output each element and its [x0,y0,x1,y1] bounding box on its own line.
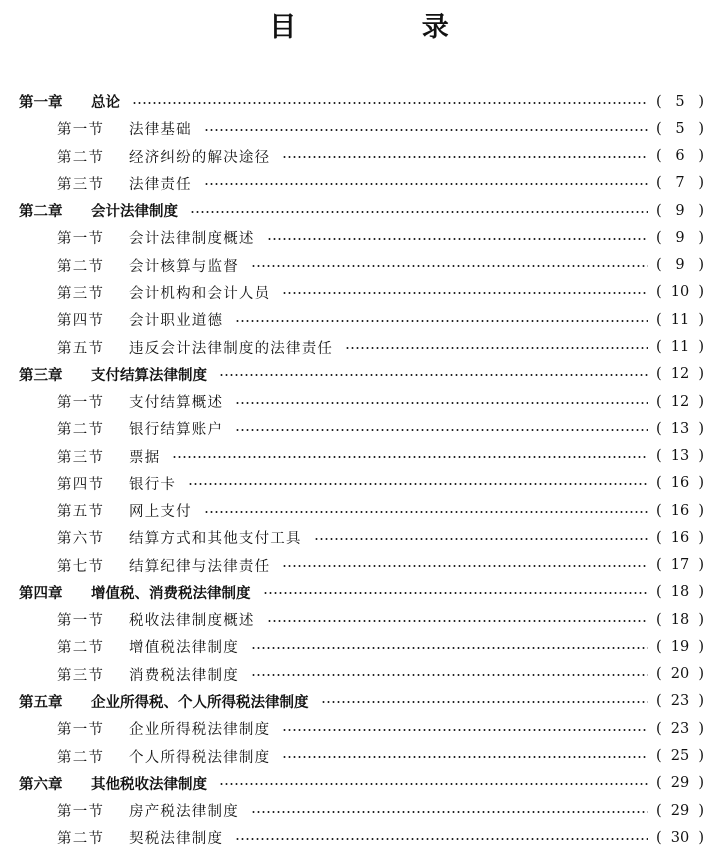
dot-leader [263,592,649,594]
page-number [656,639,704,655]
page-number-value: 9 [675,202,685,219]
toc-section-entry[interactable] [0,333,718,360]
section-title: 网上支付 [129,504,192,521]
section-title: 结算方式和其他支付工具 [129,531,302,548]
page-number [656,257,704,273]
chapter-number: 第六章 [19,776,63,793]
section-title: 违反会计法律制度的法律责任 [129,340,334,357]
page-number [656,503,704,519]
section-title: 银行卡 [129,476,177,493]
paren-open: ( [656,257,662,274]
dot-leader [235,429,648,431]
page-number [656,775,704,791]
page-number-value: 23 [670,693,690,710]
dot-leader [282,292,648,294]
page-number [656,803,704,819]
section-number: 第三节 [57,667,105,684]
page-number [656,394,704,410]
paren-open: ( [656,311,662,328]
chapter-number: 第三章 [19,367,63,384]
page-number [656,203,704,219]
section-title: 结算纪律与法律责任 [129,558,271,575]
page-number [656,530,704,546]
page-title: 目 录 [269,12,507,43]
paren-close: ) [698,775,704,792]
paren-close: ) [698,693,704,710]
dot-leader [190,211,648,213]
paren-open: ( [656,475,662,492]
page-number [656,339,704,355]
dot-leader [282,156,648,158]
paren-open: ( [656,802,662,819]
toc-chapter-entry[interactable] [0,688,718,715]
page-number [656,721,704,737]
paren-close: ) [698,666,704,683]
section-title: 票据 [129,449,161,466]
paren-close: ) [698,448,704,465]
paren-open: ( [656,339,662,356]
paren-open: ( [656,393,662,410]
paren-close: ) [698,502,704,519]
toc-section-entry[interactable] [0,442,718,469]
page-number-value: 5 [675,120,685,137]
section-title: 契税法律制度 [129,831,224,848]
page-number-value: 30 [670,829,690,846]
section-number: 第三节 [57,285,105,302]
paren-open: ( [656,748,662,764]
toc-section-entry[interactable] [0,606,718,633]
paren-close: ) [698,339,704,356]
dot-leader [314,538,648,540]
section-title: 支付结算概述 [129,395,224,412]
paren-open: ( [656,366,662,383]
toc-section-entry[interactable] [0,797,718,824]
chapter-title: 企业所得税、个人所得税法律制度 [91,694,309,711]
paren-open: ( [656,775,662,792]
toc-section-entry[interactable] [0,143,718,170]
section-number: 第五节 [57,340,105,357]
toc-section-entry[interactable] [0,552,718,579]
paren-close: ) [698,611,704,628]
page-number [656,366,704,382]
chapter-title: 总论 [91,95,120,112]
section-number: 第二节 [57,149,105,166]
section-title: 经济纠纷的解决途径 [129,149,271,166]
section-number: 第五节 [57,504,105,521]
section-title: 企业所得税法律制度 [129,722,271,739]
dot-leader [251,811,648,813]
paren-open: ( [656,557,662,574]
dot-leader [282,756,648,758]
paren-open: ( [656,829,662,846]
page-number [656,230,704,246]
paren-close: ) [698,584,704,601]
section-number: 第二节 [57,422,105,439]
toc-section-entry[interactable] [0,470,718,497]
toc-chapter-entry[interactable] [0,197,718,224]
chapter-number: 第一章 [19,95,63,112]
dot-leader [267,238,648,240]
paren-open: ( [656,502,662,519]
toc-section-entry[interactable] [0,279,718,306]
section-number: 第二节 [57,749,105,766]
table-of-contents [0,88,718,851]
paren-close: ) [698,229,704,246]
section-title: 个人所得税法律制度 [129,749,271,766]
dot-leader [219,783,648,785]
section-number: 第七节 [57,558,105,575]
page-number-value: 13 [670,420,690,437]
page-number-value: 12 [670,393,690,410]
section-number: 第二节 [57,831,105,848]
dot-leader [235,402,648,404]
dot-leader [251,647,648,649]
toc-chapter-entry[interactable] [0,88,718,115]
page-number [656,175,704,191]
paren-close: ) [698,175,704,192]
paren-close: ) [698,557,704,574]
section-title: 会计法律制度概述 [129,231,255,248]
paren-open: ( [656,229,662,246]
paren-open: ( [656,120,662,137]
section-number: 第三节 [57,449,105,466]
page-number [656,612,704,628]
paren-open: ( [656,284,662,301]
section-number: 第二节 [57,258,105,275]
paren-open: ( [656,693,662,710]
page-number [656,94,704,110]
paren-close: ) [698,93,704,110]
dot-leader [188,483,648,485]
paren-close: ) [698,748,704,764]
paren-open: ( [656,584,662,601]
paren-open: ( [656,638,662,655]
page-number-value: 29 [670,775,690,792]
paren-open: ( [656,666,662,683]
section-title: 银行结算账户 [129,422,224,439]
chapter-title: 其他税收法律制度 [91,776,207,793]
paren-close: ) [698,529,704,546]
dot-leader [251,265,648,267]
toc-section-entry[interactable] [0,524,718,551]
toc-section-entry[interactable] [0,115,718,142]
page-number [656,121,704,137]
section-title: 增值税法律制度 [129,640,239,657]
page-number-value: 29 [670,802,690,819]
section-number: 第一节 [57,722,105,739]
page-number [656,693,704,709]
paren-close: ) [698,475,704,492]
paren-close: ) [698,638,704,655]
page-number [656,284,704,300]
paren-open: ( [656,611,662,628]
dot-leader [219,374,648,376]
section-title: 会计职业道德 [129,313,224,330]
dot-leader [345,347,648,349]
page-number [656,448,704,464]
paren-open: ( [656,529,662,546]
section-title: 消费税法律制度 [129,667,239,684]
paren-close: ) [698,202,704,219]
page-number-value: 9 [675,257,685,274]
page-number [656,421,704,437]
section-number: 第四节 [57,476,105,493]
paren-close: ) [698,366,704,383]
toc-chapter-entry[interactable] [0,361,718,388]
page-number-value: 13 [670,448,690,465]
section-title: 会计机构和会计人员 [129,285,271,302]
page-number-value: 16 [670,475,690,492]
toc-section-entry[interactable] [0,742,718,769]
page-number-value: 5 [675,93,685,110]
chapter-number: 第五章 [19,694,63,711]
dot-leader [282,729,648,731]
section-number: 第一节 [57,231,105,248]
page-number [656,312,704,328]
dot-leader [172,456,648,458]
chapter-title: 会计法律制度 [91,204,178,221]
paren-close: ) [698,284,704,301]
dot-leader [321,701,649,703]
page-number [656,584,704,600]
dot-leader [267,620,648,622]
page-number [656,475,704,491]
section-title: 税收法律制度概述 [129,613,255,630]
paren-open: ( [656,148,662,165]
section-title: 房产税法律制度 [129,804,239,821]
section-number: 第六节 [57,531,105,548]
dot-leader [132,102,648,104]
page-number-value: 7 [675,175,685,192]
toc-section-entry[interactable] [0,633,718,660]
dot-leader [204,129,648,131]
section-number: 第二节 [57,640,105,657]
section-title: 会计核算与监督 [129,258,239,275]
chapter-title: 支付结算法律制度 [91,367,207,384]
chapter-number: 第四章 [19,585,63,602]
dot-leader [235,320,648,322]
page-number-value: 18 [670,584,690,601]
paren-close: ) [698,720,704,737]
chapter-title: 增值税、消费税法律制度 [91,585,251,602]
paren-open: ( [656,202,662,219]
paren-close: ) [698,802,704,819]
page-number-value: 25 [670,748,690,764]
page-number [656,666,704,682]
page-number-value: 23 [670,720,690,737]
toc-section-entry[interactable] [0,252,718,279]
page-number [656,148,704,164]
toc-section-entry[interactable] [0,824,718,851]
paren-close: ) [698,420,704,437]
page-number-value: 19 [670,638,690,655]
section-number: 第四节 [57,313,105,330]
paren-close: ) [698,829,704,846]
section-number: 第一节 [57,395,105,412]
toc-section-entry[interactable] [0,224,718,251]
page-number-value: 18 [670,611,690,628]
page-number-value: 11 [670,339,690,356]
toc-section-entry[interactable] [0,661,718,688]
toc-section-entry[interactable] [0,497,718,524]
paren-close: ) [698,148,704,165]
chapter-number: 第二章 [19,204,63,221]
page-number [656,557,704,573]
dot-leader [282,565,648,567]
toc-chapter-entry[interactable] [0,579,718,606]
page-number-value: 9 [675,229,685,246]
section-title: 法律基础 [129,122,192,139]
paren-close: ) [698,311,704,328]
paren-open: ( [656,93,662,110]
paren-open: ( [656,420,662,437]
toc-section-entry[interactable] [0,306,718,333]
toc-section-entry[interactable] [0,170,718,197]
page-number [656,748,704,764]
paren-close: ) [698,257,704,274]
page-number-value: 16 [670,502,690,519]
paren-close: ) [698,120,704,137]
page-number-value: 20 [670,666,690,683]
dot-leader [204,511,648,513]
dot-leader [251,674,648,676]
toc-section-entry[interactable] [0,388,718,415]
paren-open: ( [656,448,662,465]
toc-section-entry[interactable] [0,715,718,742]
page-number [656,830,704,846]
page-number-value: 6 [675,148,685,165]
page-number-value: 11 [670,311,690,328]
section-number: 第一节 [57,804,105,821]
page-number-value: 10 [670,284,690,301]
paren-open: ( [656,175,662,192]
page-number-value: 16 [670,529,690,546]
page-number-value: 12 [670,366,690,383]
toc-section-entry[interactable] [0,415,718,442]
page-number-value: 17 [670,557,690,574]
dot-leader [204,183,648,185]
section-number: 第一节 [57,613,105,630]
paren-open: ( [656,720,662,737]
section-number: 第一节 [57,122,105,139]
section-number: 第三节 [57,176,105,193]
section-title: 法律责任 [129,176,192,193]
dot-leader [235,838,648,840]
toc-chapter-entry[interactable] [0,770,718,797]
paren-close: ) [698,393,704,410]
